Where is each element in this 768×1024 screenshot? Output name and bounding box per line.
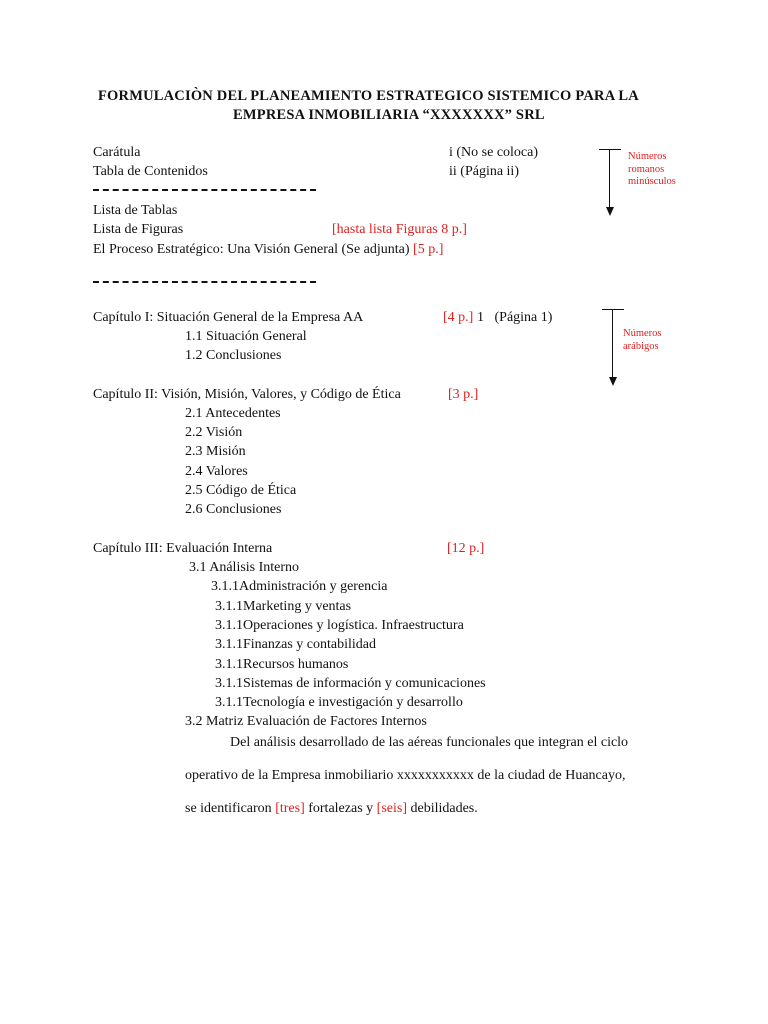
proceso-text: El Proceso Estratégico: Una Visión General (Se adjunta) bbox=[93, 242, 410, 257]
note-romanos bbox=[628, 151, 676, 189]
cap3-subitem: 3.1.1Recursos humanos bbox=[215, 657, 349, 672]
caratula-page: i (No se coloca) bbox=[449, 145, 539, 160]
cap2-pages: [3 p.] bbox=[448, 387, 479, 402]
proceso-label bbox=[93, 242, 443, 258]
note-romanos-line: minúsculos bbox=[628, 176, 676, 187]
cap3-item-3-2: 3.2 Matriz Evaluación de Factores Internos bbox=[185, 714, 427, 729]
proceso-note: [5 p.] bbox=[413, 242, 444, 257]
cap2-item: 2.4 Valores bbox=[185, 464, 248, 479]
roman-arrow-cap bbox=[599, 149, 621, 150]
note-romanos-line: Números bbox=[628, 151, 667, 162]
title-line-1: FORMULACIÒN DEL PLANEAMIENTO ESTRATEGICO SISTEMICO PARA LA bbox=[98, 88, 639, 104]
cap2-item: 2.1 Antecedentes bbox=[185, 406, 281, 421]
dashed-divider-2 bbox=[93, 281, 316, 283]
roman-arrow-shaft bbox=[609, 149, 610, 207]
paragraph-text: debilidades. bbox=[406, 801, 478, 816]
note-romanos-line: romanos bbox=[628, 163, 665, 175]
cap3-subitem: 3.1.1Operaciones y logística. Infraestructura bbox=[215, 618, 464, 633]
note-arabigos-line: Números bbox=[623, 328, 662, 339]
arabic-arrow-cap bbox=[602, 309, 624, 310]
lista-tablas-label: Lista de Tablas bbox=[93, 203, 178, 218]
roman-arrow-head-icon bbox=[606, 207, 614, 216]
arabic-arrow-shaft bbox=[612, 309, 613, 377]
dashed-divider-1 bbox=[93, 189, 316, 191]
cap1-pages: [4 p.] bbox=[443, 310, 474, 325]
tabla-contenidos-page: ii (Página ii) bbox=[449, 164, 519, 179]
paragraph-line-2: operativo de la Empresa inmobiliario xxxxxxxxxxx de la ciudad de Huancayo, bbox=[185, 768, 626, 783]
paragraph-line-1: Del análisis desarrollado de las aéreas funcionales que integran el ciclo bbox=[230, 735, 629, 750]
paragraph-line-3 bbox=[185, 801, 478, 817]
cap2-item: 2.6 Conclusiones bbox=[185, 502, 282, 517]
debilidades-count: [seis] bbox=[376, 801, 407, 816]
paragraph-text: fortalezas y bbox=[304, 801, 377, 816]
cap1-title: Capítulo I: Situación General de la Empresa AA bbox=[93, 310, 364, 325]
lista-figuras-label: Lista de Figuras bbox=[93, 222, 184, 237]
arabic-arrow-head-icon bbox=[609, 377, 617, 386]
cap3-item-3-1: 3.1 Análisis Interno bbox=[189, 560, 300, 575]
cap3-pages: [12 p.] bbox=[447, 541, 485, 556]
cap1-page-ref: 1 (Página 1) bbox=[477, 310, 553, 325]
cap2-item: 2.2 Visión bbox=[185, 425, 243, 440]
note-arabigos bbox=[623, 328, 662, 353]
lista-figuras-note: [hasta lista Figuras 8 p.] bbox=[332, 222, 467, 237]
cap3-subitem: 3.1.1Marketing y ventas bbox=[215, 599, 352, 614]
paragraph-text: se identificaron bbox=[185, 801, 276, 816]
cap3-title: Capítulo III: Evaluación Interna bbox=[93, 541, 273, 556]
cap2-title: Capítulo II: Visión, Misión, Valores, y Código de Ética bbox=[93, 387, 401, 402]
cap2-item: 2.5 Código de Ética bbox=[185, 483, 297, 498]
fortalezas-count: [tres] bbox=[275, 801, 305, 816]
cap3-subitem: 3.1.1Tecnología e investigación y desarrollo bbox=[215, 695, 463, 710]
cap1-item: 1.1 Situación General bbox=[185, 329, 307, 344]
note-arabigos-line: arábigos bbox=[623, 340, 659, 352]
cap1-item: 1.2 Conclusiones bbox=[185, 348, 282, 363]
cap3-subitem: 3.1.1Administración y gerencia bbox=[211, 579, 388, 594]
tabla-contenidos-label: Tabla de Contenidos bbox=[93, 164, 208, 179]
cap3-subitem: 3.1.1Sistemas de información y comunicaciones bbox=[215, 676, 486, 691]
cap3-subitem: 3.1.1Finanzas y contabilidad bbox=[215, 637, 376, 652]
caratula-label: Carátula bbox=[93, 145, 141, 160]
title-line-2: EMPRESA INMOBILIARIA “XXXXXXX” SRL bbox=[233, 107, 545, 123]
cap2-item: 2.3 Misión bbox=[185, 444, 246, 459]
